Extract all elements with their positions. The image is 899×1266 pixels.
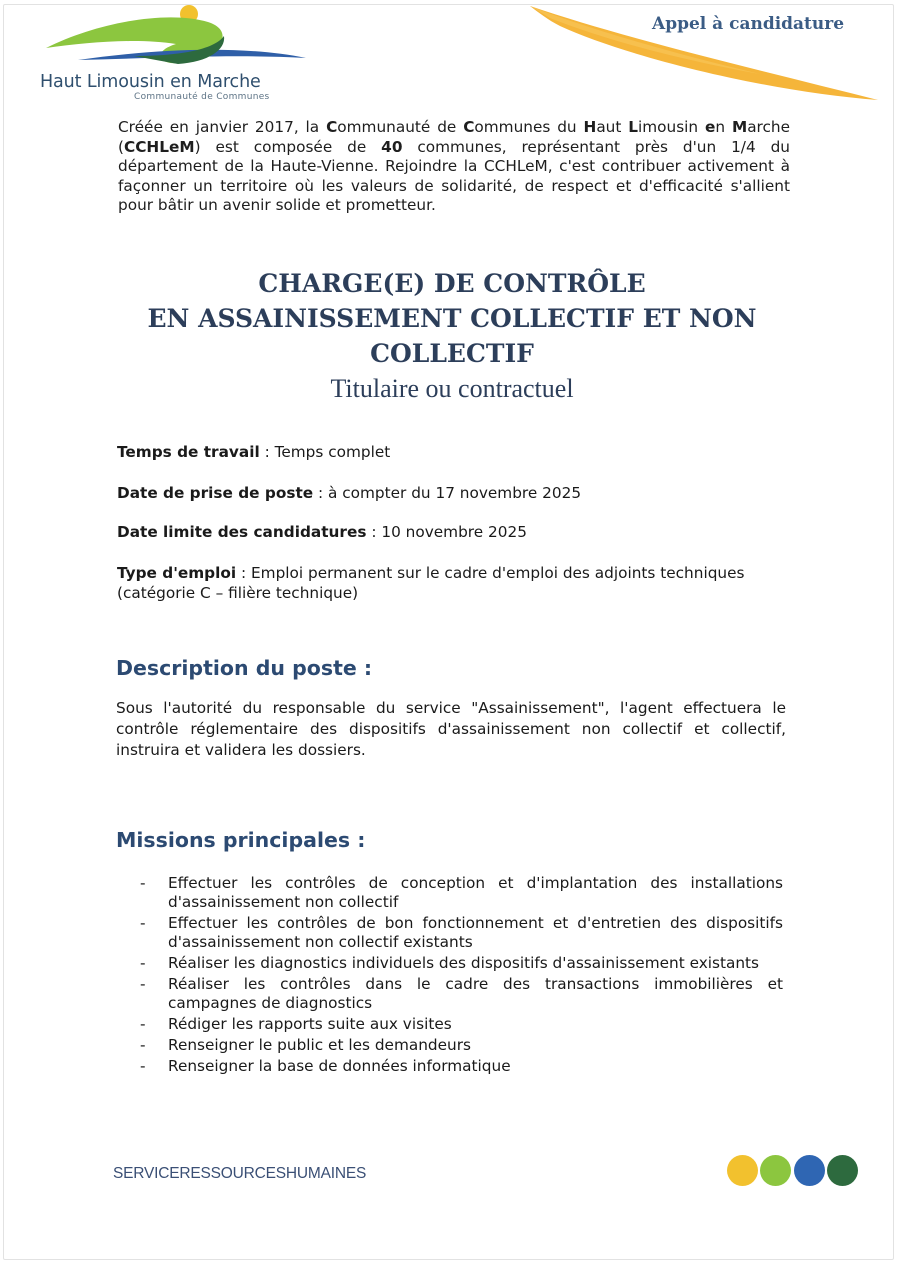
blue-dot-icon bbox=[794, 1155, 825, 1186]
intro-paragraph: Créée en janvier 2017, la Communauté de Communes du Haut Limousin en Marche (CCHLeM) est composée de 40 communes, représentant près d'un 1/4 du département de la Haute-Vienne. Rejoindre la CCHLeM, c'est contribuer activement à façonner un territoire où les valeurs de solidarité, de respect et d'efficacité s'allient pour bâtir un avenir solide et prometteur. bbox=[118, 118, 791, 214]
missions-heading: Missions principales : bbox=[116, 828, 366, 852]
list-item: - Renseigner le public et les demandeurs bbox=[140, 1036, 471, 1054]
list-item: - Réaliser les contrôles dans le cadre des transactions immobilières et campagnes de diagnostics bbox=[140, 975, 783, 1012]
green-dot-icon bbox=[760, 1155, 791, 1186]
logo-graphic-icon bbox=[38, 4, 318, 74]
dark-green-dot-icon bbox=[827, 1155, 858, 1186]
job-title-block bbox=[100, 266, 804, 407]
list-item: - Effectuer les contrôles de conception et d'implantation des installations d'assainissement non collectif bbox=[140, 874, 783, 911]
job-title-line-3: COLLECTIF bbox=[370, 339, 534, 368]
description-heading: Description du poste : bbox=[116, 656, 373, 680]
list-item: - Effectuer les contrôles de bon fonctionnement et d'entretien des dispositifs d'assainissement non collectif existants bbox=[140, 914, 783, 951]
yellow-dot-icon bbox=[727, 1155, 758, 1186]
logo bbox=[38, 4, 318, 100]
logo-title: Haut Limousin en Marche bbox=[40, 72, 261, 92]
job-status-subtitle: Titulaire ou contractuel bbox=[330, 374, 574, 403]
start-date-line: Date de prise de poste : à compter du 17 novembre 2025 bbox=[117, 484, 582, 502]
job-title-line-2: EN ASSAINISSEMENT COLLECTIF ET NON bbox=[147, 304, 757, 333]
list-item: - Rédiger les rapports suite aux visites bbox=[140, 1015, 452, 1033]
list-item: - Renseigner la base de données informatique bbox=[140, 1057, 511, 1075]
job-title-line-1: CHARGE(E) DE CONTRÔLE bbox=[258, 269, 646, 298]
description-text: Sous l'autorité du responsable du service "Assainissement", l'agent effectuera le contrôle réglementaire des dispositifs d'assainissement non collectif et collectif, instruira et validera les dossiers. bbox=[116, 699, 786, 759]
job-type-line: Type d'emploi : Emploi permanent sur le cadre d'emploi des adjoints techniques (catégorie C – filière technique) bbox=[117, 564, 745, 602]
footer-service-name: SERVICERESSOURCESHUMAINES bbox=[113, 1165, 367, 1182]
deadline-line: Date limite des candidatures : 10 novembre 2025 bbox=[117, 523, 527, 541]
work-time-line: Temps de travail : Temps complet bbox=[117, 443, 391, 461]
list-item: - Réaliser les diagnostics individuels des dispositifs d'assainissement existants bbox=[140, 954, 760, 972]
missions-list bbox=[138, 874, 783, 1078]
call-for-applications-tag: Appel à candidature bbox=[652, 14, 845, 34]
logo-subtitle: Communauté de Communes bbox=[134, 92, 270, 102]
